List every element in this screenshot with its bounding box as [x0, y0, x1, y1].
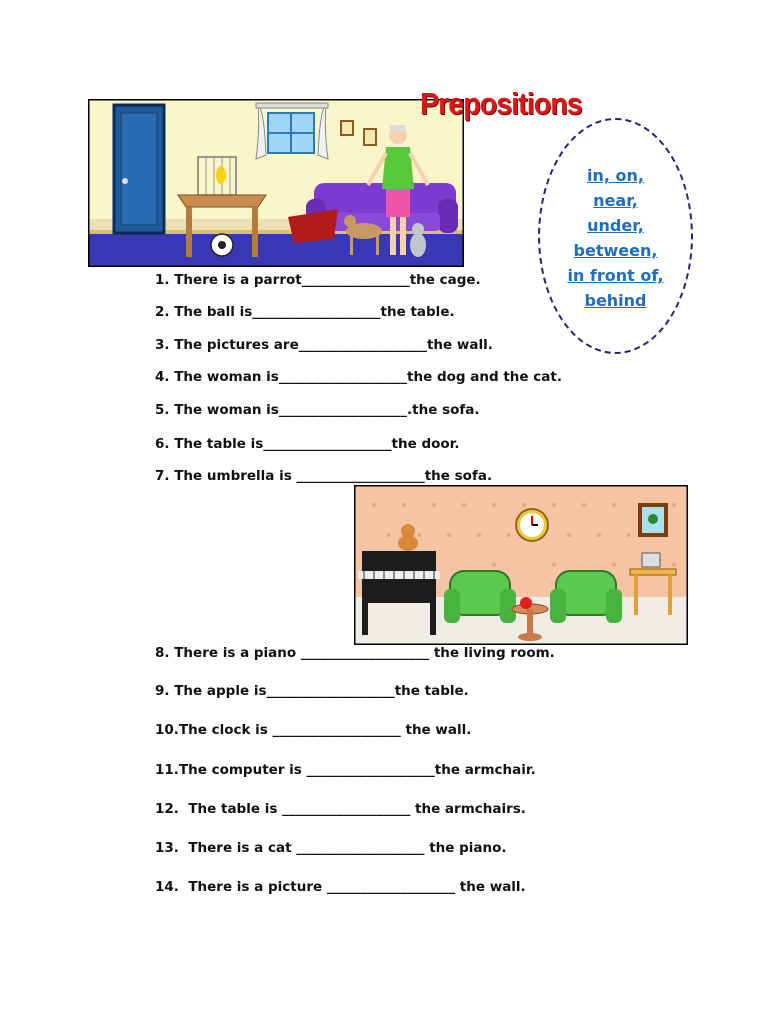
armchair-left	[444, 571, 516, 623]
wall-picture	[640, 505, 666, 535]
clock	[516, 509, 548, 541]
question-4: 4. The woman is___________________the dog and the cat.	[155, 369, 562, 385]
word-bank-item: near,	[593, 191, 638, 210]
question-5: 5. The woman is___________________.the sofa.	[155, 402, 480, 418]
living-room-illustration	[354, 485, 688, 645]
word-bank-item: under,	[587, 216, 644, 235]
question-8: 8. There is a piano ___________________ the living room.	[155, 645, 555, 661]
armchair-right	[550, 571, 622, 623]
question-3: 3. The pictures are___________________the wall.	[155, 337, 493, 353]
question-2: 2. The ball is___________________the table.	[155, 304, 455, 320]
question-11: 11.The computer is ___________________the armchair.	[155, 762, 536, 778]
question-7: 7. The umbrella is ___________________the sofa.	[155, 468, 493, 484]
cat	[410, 223, 426, 257]
word-bank-item: in, on,	[587, 166, 644, 185]
word-bank-item: in front of,	[567, 266, 664, 285]
room-scene-illustration	[88, 99, 464, 267]
door	[114, 105, 164, 233]
word-bank	[538, 118, 693, 354]
question-9: 9. The apple is___________________the table.	[155, 683, 469, 699]
question-1: 1. There is a parrot________________the cage.	[155, 272, 481, 288]
word-bank-item: between,	[573, 241, 658, 260]
question-6: 6. The table is___________________the door.	[155, 436, 460, 452]
question-10: 10.The clock is ___________________ the wall.	[155, 722, 472, 738]
question-12: 12. The table is ___________________ the armchairs.	[155, 801, 526, 817]
question-13: 13. There is a cat ___________________ the piano.	[155, 840, 507, 856]
word-bank-item: behind	[584, 291, 647, 310]
question-14: 14. There is a picture ___________________ the wall.	[155, 879, 526, 895]
page-title: Prepositions	[420, 86, 582, 121]
